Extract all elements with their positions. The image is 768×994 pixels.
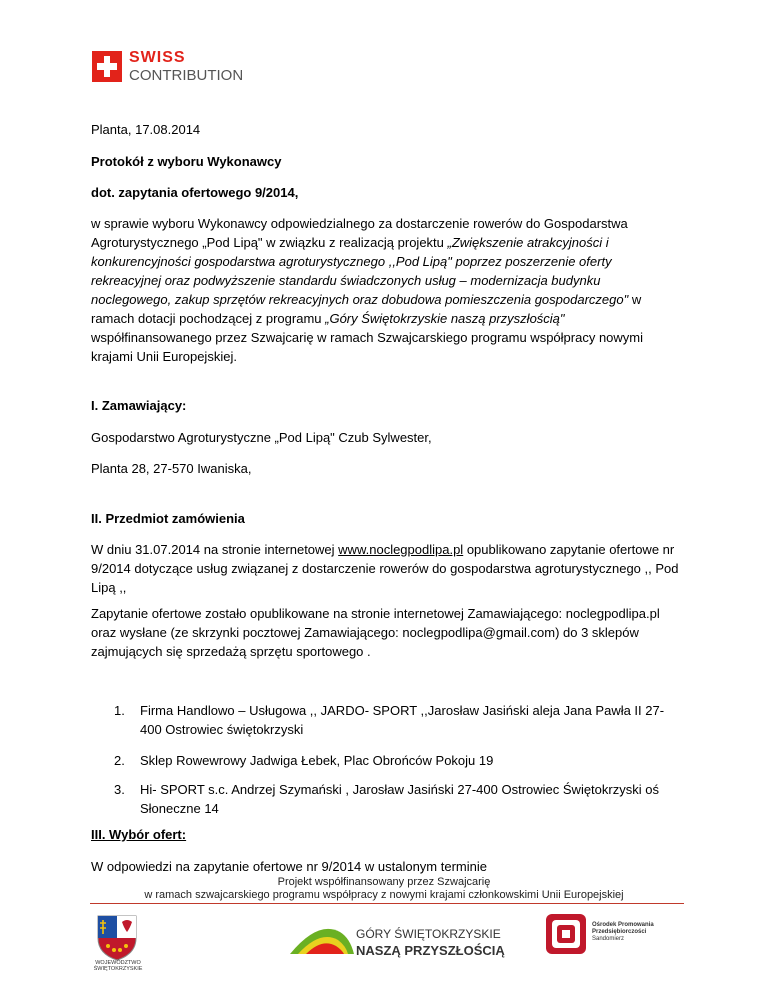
- section-2-paragraph-2: Zapytanie ofertowe zostało opublikowane na stronie internetowej Zamawiającego: noclegpodlipa.pl oraz wysłane (ze skrzynki pocztowej Zamawiającego: noclegpodlipa@gmail.com) do 3 sklepów zajmujących się sprzedażą sprzętu sportowego .: [91, 606, 660, 659]
- list-number: 2.: [114, 753, 125, 768]
- list-item: [114, 701, 684, 739]
- website-link[interactable]: www.noclegpodlipa.pl: [338, 542, 464, 557]
- section-1-heading: I. Zamawiający:: [91, 398, 187, 413]
- coat-label: [86, 960, 150, 972]
- swiss-contribution-logo: [92, 50, 243, 83]
- section-3-paragraph: W odpowiedzi na zapytanie ofertowe nr 9/2014 w ustalonym terminie: [91, 859, 487, 874]
- intro-text-1: w sprawie wyboru Wykonawcy odpowiedzialnego za dostarczenie rowerów do Gospodarstwa Agroturystycznego „Pod Lipą" w związku z realizacją projektu: [91, 216, 628, 250]
- document-title: Protokół z wyboru Wykonawcy: [91, 154, 282, 169]
- intro-paragraph: [91, 214, 681, 366]
- list-item: [114, 751, 684, 770]
- logo-text-contribution: CONTRIBUTION: [129, 67, 244, 84]
- gory-text-2: NASZĄ PRZYSZŁOŚCIĄ: [356, 943, 505, 958]
- orderer-name: Gospodarstwo Agroturystyczne „Pod Lipą" Czub Sylwester,: [91, 430, 432, 445]
- section-2-paragraph-1: [91, 540, 681, 597]
- ompp-logo-icon: [544, 912, 588, 956]
- list-text: Hi- SPORT s.c. Andrzej Szymański , Jarosław Jasiński 27-400 Ostrowiec Świętokrzyski oś Słoneczne 14: [140, 782, 659, 816]
- section-2-text-a: W dniu 31.07.2014 na stronie internetowej: [91, 542, 339, 557]
- list-item: [114, 780, 684, 818]
- intro-text-3: w ramach dotacji pochodzącej z programu: [91, 292, 642, 326]
- section-2-text-b: opublikowano zapytanie ofertowe nr 9/2014 dotyczące usług związanej z dostarczenie rowerów do gospodarstwa agroturystycznego ,, Pod Lipą ,,: [91, 542, 679, 595]
- logo-text-swiss: SWISS: [129, 49, 186, 66]
- intro-text-5: współfinansowanego przez Szwajcarię w ramach Szwajcarskiego programu współpracy nowymi krajami Unii Europejskiej.: [91, 330, 644, 364]
- document-subtitle: dot. zapytania ofertowego 9/2014,: [91, 185, 299, 200]
- swiss-cross-icon: [92, 51, 122, 82]
- coat-label-line-1: WOJEWÓDZTWO: [95, 960, 141, 966]
- footer-divider: [90, 903, 684, 904]
- program-name: „Góry Świętokrzyskie naszą przyszłością": [325, 311, 565, 326]
- project-title: „Zwiększenie atrakcyjności i konkurencyjności gospodarstwa agroturystycznego ,,Pod Lipą" poprzez poszerzenie oferty rekreacyjnej oraz podwyższenie standardu świadczonych usług – modernizacja budynku noclegowego, zakup sprzętów rekreacyjnych oraz dobudowa pomieszczenia gospodarczego": [91, 235, 629, 307]
- gory-text-1: GÓRY ŚWIĘTOKRZYSKIE: [356, 927, 501, 941]
- place-date: Planta, 17.08.2014: [91, 122, 201, 137]
- ompp-line-2: Przedsiębiorczości: [592, 929, 647, 935]
- ompp-line-1: Ośrodek Promowania: [592, 922, 654, 928]
- list-text: Sklep Rowewrowy Jadwiga Łebek, Plac Obrońców Pokoju 19: [140, 753, 494, 768]
- footer-line-2: w ramach szwajcarskiego programu współpracy z nowymi krajami członkowskimi Unii Europejskiej: [144, 889, 624, 901]
- ompp-line-3: Sandomierz: [592, 936, 625, 942]
- list-number: 1.: [114, 703, 125, 718]
- footer-line-1: Projekt współfinansowany przez Szwajcarię: [277, 876, 491, 888]
- gory-swietokrzyskie-logo: [288, 912, 505, 972]
- ompp-logo-text: [592, 922, 654, 943]
- section-3-heading: III. Wybór ofert:: [91, 827, 187, 842]
- coat-label-line-2: ŚWIĘTOKRZYSKIE: [93, 966, 143, 972]
- section-2-heading: II. Przedmiot zamówienia: [91, 511, 245, 526]
- orderer-address: Planta 28, 27-570 Iwaniska,: [91, 461, 252, 476]
- list-number: 3.: [114, 782, 125, 797]
- list-text: Firma Handlowo – Usługowa ,, JARDO- SPORT ,,Jarosław Jasiński aleja Jana Pawła II 27-400 Ostrowiec świętokrzyski: [140, 703, 665, 737]
